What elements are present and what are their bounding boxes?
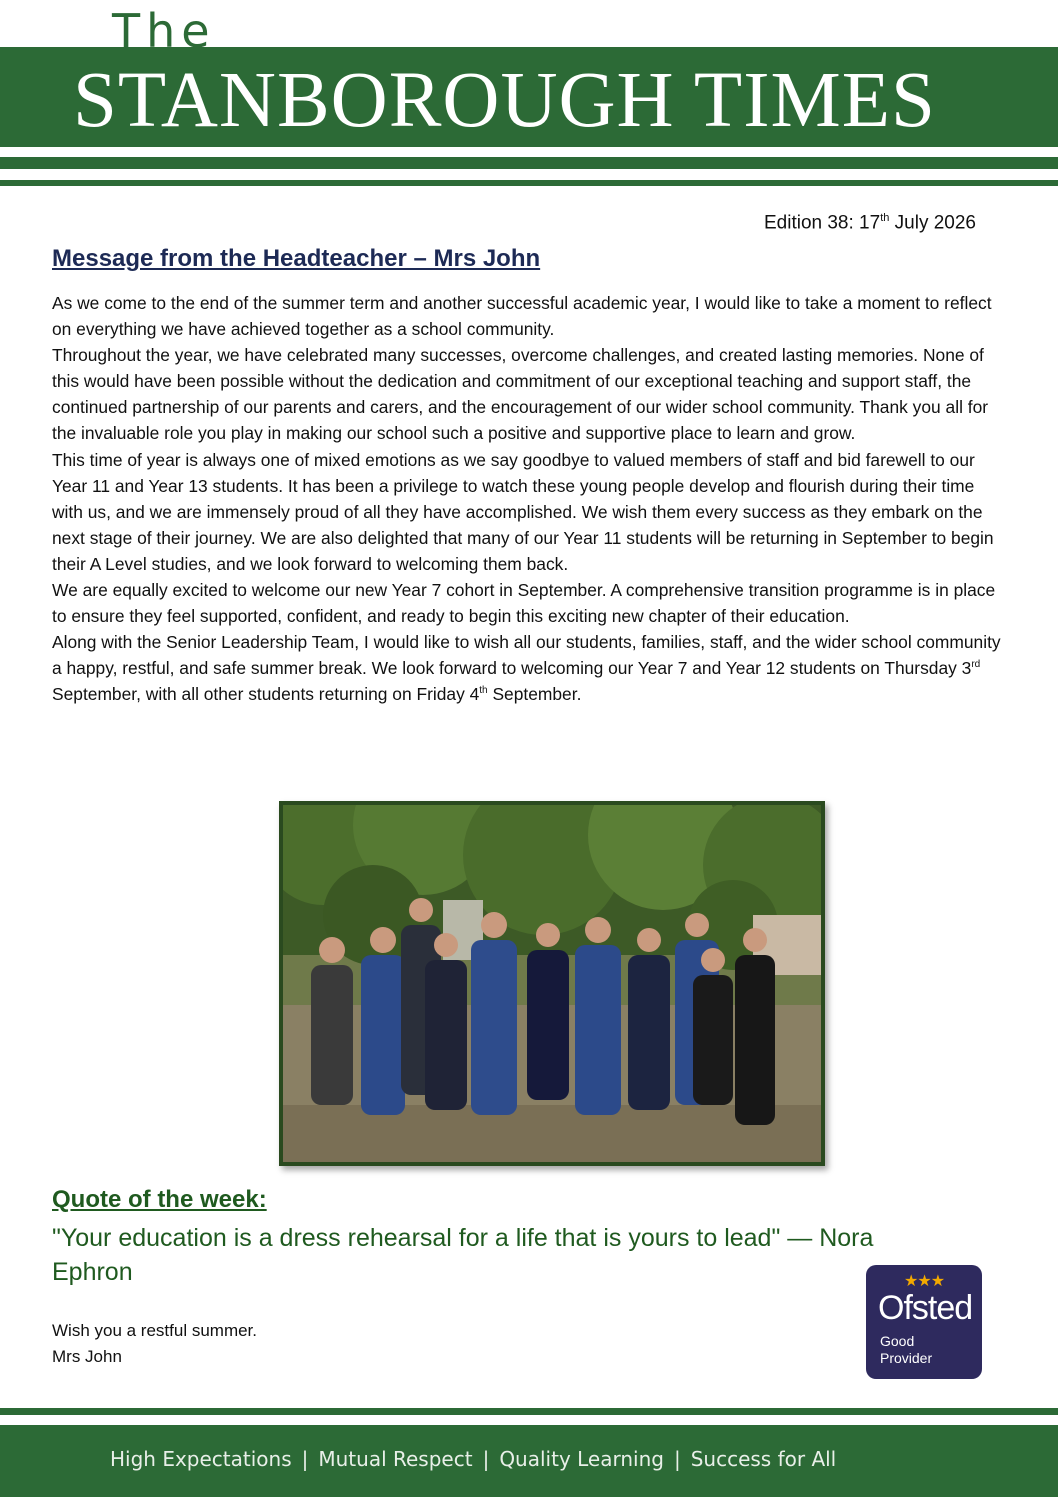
final-sup-2: th (479, 685, 488, 697)
quote-text: "Your education is a dress rehearsal for a life that is yours to lead" — Nora Ephron (52, 1224, 874, 1286)
paragraph: As we come to the end of the summer term and another successful academic year, I would like to take a moment to reflect on everything we have achieved together as a school community. (52, 293, 992, 340)
staff-photo-illustration (283, 805, 821, 1162)
masthead-rule-1 (0, 157, 1058, 169)
masthead-title: STANBOROUGH TIMES (73, 57, 936, 144)
ofsted-stars-icon: ★★★ (904, 1273, 945, 1290)
article-body (52, 290, 1002, 708)
ofsted-name: Ofsted (878, 1289, 973, 1327)
staff-group-photo (279, 801, 825, 1166)
footer-separator: | (301, 1447, 309, 1471)
final-sup-1: rd (971, 659, 981, 671)
masthead (0, 0, 1058, 200)
final-part-1: Along with the Senior Leadership Team, I would like to wish all our students, families, staff, and the wider school community a happy, restful, and safe summer break. We look forward to welcoming our Year 7 and Year 12 students on Thursday 3 (52, 632, 1001, 679)
edition-sup: th (880, 212, 890, 224)
paragraph: Throughout the year, we have celebrated many successes, overcome challenges, and created lasting memories. None of this would have been possible without the dedication and commitment of our exceptional teaching and support staff, the continued partnership of our parents and carers, and the encouragement of our wider school community. Thank you all for the invaluable role you play in making our school such a positive and supportive place to learn and grow. (52, 345, 989, 444)
final-part-3: September. (487, 684, 582, 705)
footer-separator: | (673, 1447, 681, 1471)
masthead-the: The (112, 4, 216, 58)
final-part-2: September, with all other students returning on Friday 4 (52, 684, 480, 705)
footer-separator: | (482, 1447, 490, 1471)
article-heading: Message from the Headteacher – Mrs John (52, 245, 541, 272)
footer-value: High Expectations (110, 1447, 292, 1471)
footer-value: Quality Learning (499, 1447, 664, 1471)
edition-suffix: July 2026 (889, 212, 976, 234)
ofsted-grade-line-1: Good (880, 1333, 915, 1349)
ofsted-grade-line-2: Provider (880, 1350, 933, 1366)
signoff-line-1: Wish you a restful summer. (52, 1321, 258, 1340)
signoff (52, 1318, 257, 1370)
edition-prefix: Edition 38: 17 (763, 212, 881, 234)
quote-label: Quote of the week: (52, 1186, 267, 1213)
signoff-line-2: Mrs John (52, 1347, 122, 1366)
paragraph-final (52, 629, 1002, 707)
paragraph: We are equally excited to welcome our new Year 7 cohort in September. A comprehensive transition programme is in place to ensure they feel supported, confident, and ready to begin this exciting new chapter of their education. (52, 580, 996, 627)
footer-values (110, 1447, 836, 1471)
paragraph: This time of year is always one of mixed emotions as we say goodbye to valued members of staff and bid farewell to our Year 11 and Year 13 students. It has been a privilege to watch these young people develop and flourish during their time with us, and we are immensely proud of all they have accomplished. We wish them every success as they embark on the next stage of their journey. We are also delighted that many of our Year 11 students will be returning in September to begin their A Level studies, and we look forward to welcoming them back. (52, 449, 994, 574)
masthead-rule-2 (0, 180, 1058, 186)
footer-band (0, 1425, 1058, 1497)
edition-date (764, 212, 976, 234)
footer-value: Success for All (690, 1447, 837, 1471)
ofsted-badge (866, 1265, 982, 1379)
footer-value: Mutual Respect (318, 1447, 473, 1471)
footer-rule (0, 1408, 1058, 1415)
